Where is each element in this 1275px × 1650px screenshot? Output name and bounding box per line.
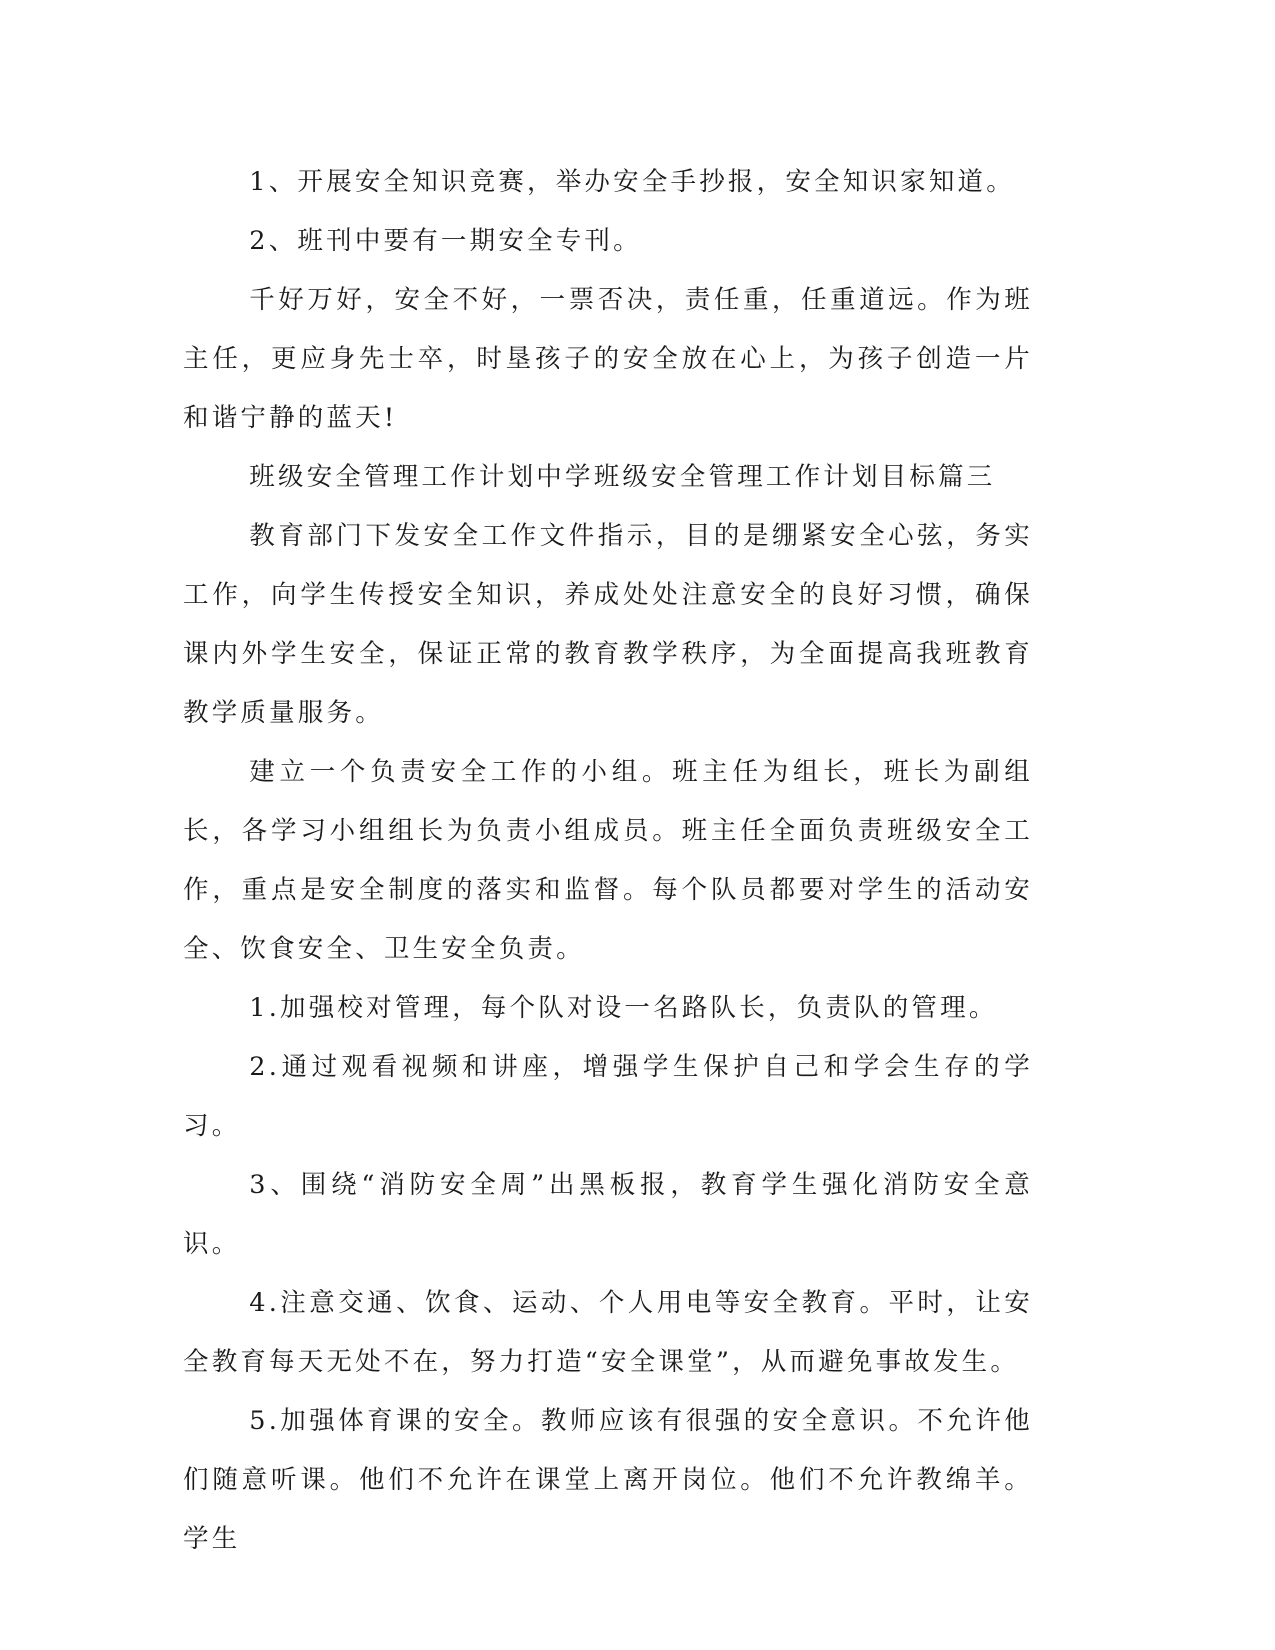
section-heading: 班级安全管理工作计划中学班级安全管理工作计划目标篇三 — [249, 462, 996, 492]
list-item-fire-safety: 3、围绕“消防安全周”出黑板报，教育学生强化消防安全意识。 — [183, 1170, 1033, 1259]
list-item-safety-education: 4.注意交通、饮食、运动、个人用电等安全教育。平时，让安全教育每天无处不在，努力打造“安全课堂”，从而避免事故发生。 — [183, 1288, 1033, 1377]
list-item-class-journal: 2、班刊中要有一期安全专刊。 — [249, 226, 642, 256]
list-item-team-management: 1.加强校对管理，每个队对设一名路队长，负责队的管理。 — [249, 993, 998, 1023]
list-item-pe-class: 5.加强体育课的安全。教师应该有很强的安全意识。不允许他们随意听课。他们不允许在课堂上离开岗位。他们不允许教绵羊。学生 — [183, 1406, 1033, 1554]
paragraph-safety-first: 千好万好，安全不好，一票否决，责任重，任重道远。作为班主任，更应身先士卒，时垦孩子的安全放在心上，为孩子创造一片和谐宁静的蓝天! — [183, 285, 1033, 433]
list-item-videos-lectures: 2.通过观看视频和讲座，增强学生保护自己和学会生存的学习。 — [183, 1052, 1033, 1141]
list-item-competition: 1、开展安全知识竞赛，举办安全手抄报，安全知识家知道。 — [249, 167, 1015, 197]
paragraph-safety-group: 建立一个负责安全工作的小组。班主任为组长，班长为副组长，各学习小组组长为负责小组成员。班主任全面负责班级安全工作，重点是安全制度的落实和监督。每个队员都要对学生的活动安全、饮食安全、卫生安全负责。 — [183, 757, 1033, 964]
paragraph-education-directive: 教育部门下发安全工作文件指示，目的是绷紧安全心弦，务实工作，向学生传授安全知识，养成处处注意安全的良好习惯，确保课内外学生安全，保证正常的教育教学秩序，为全面提高我班教育教学质量服务。 — [183, 521, 1033, 728]
document-page — [183, 153, 1033, 1569]
